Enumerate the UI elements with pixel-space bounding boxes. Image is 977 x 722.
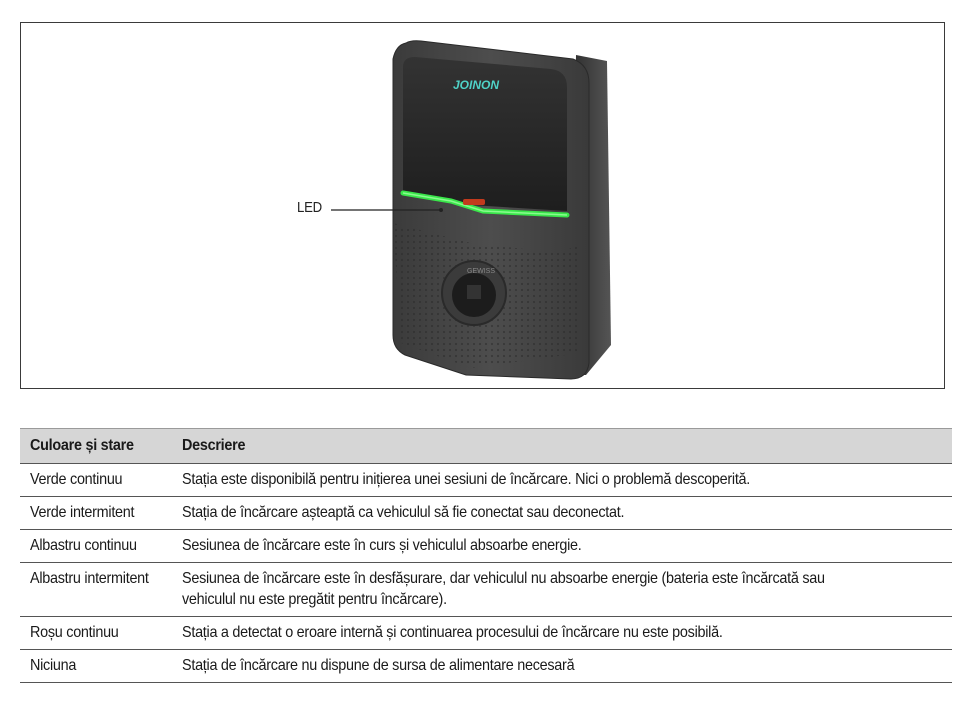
state-cell: Niciuna xyxy=(20,650,172,683)
column-header-description: Descriere xyxy=(172,429,952,464)
table-row xyxy=(20,650,952,683)
state-cell: Albastru continuu xyxy=(20,530,172,563)
description-cell: Stația este disponibilă pentru inițierea unei sesiuni de încărcare. Nici o problemă descoperită. xyxy=(172,464,952,497)
table-row xyxy=(20,530,952,563)
socket-label: GEWISS xyxy=(467,268,496,275)
table-row xyxy=(20,464,952,497)
description-cell: Stația de încărcare așteaptă ca vehiculul să fie conectat sau deconectat. xyxy=(172,497,952,530)
description-cell: Sesiunea de încărcare este în desfășurare, dar vehiculul nu absoarbe energie (bateria este încărcată sau vehiculul nu este pregătit pentru încărcare). xyxy=(172,563,952,617)
state-cell: Verde intermitent xyxy=(20,497,172,530)
state-cell: Albastru intermitent xyxy=(20,563,172,617)
charging-station-illustration xyxy=(21,23,946,390)
led-callout-label: LED xyxy=(297,199,322,216)
device-figure xyxy=(20,22,945,389)
table-row xyxy=(20,563,952,617)
description-cell: Sesiunea de încărcare este în curs și vehiculul absoarbe energie. xyxy=(172,530,952,563)
state-cell: Verde continuu xyxy=(20,464,172,497)
led-status-table xyxy=(20,428,952,683)
table-header-row xyxy=(20,429,952,464)
small-brand-logo xyxy=(463,199,485,205)
brand-logo: JOINON xyxy=(453,78,500,92)
description-cell: Stația a detectat o eroare internă și continuarea procesului de încărcare nu este posibilă. xyxy=(172,617,952,650)
description-cell: Stația de încărcare nu dispune de sursa de alimentare necesară xyxy=(172,650,952,683)
table-row xyxy=(20,497,952,530)
column-header-state: Culoare și stare xyxy=(20,429,172,464)
table-row xyxy=(20,617,952,650)
state-cell: Roșu continuu xyxy=(20,617,172,650)
